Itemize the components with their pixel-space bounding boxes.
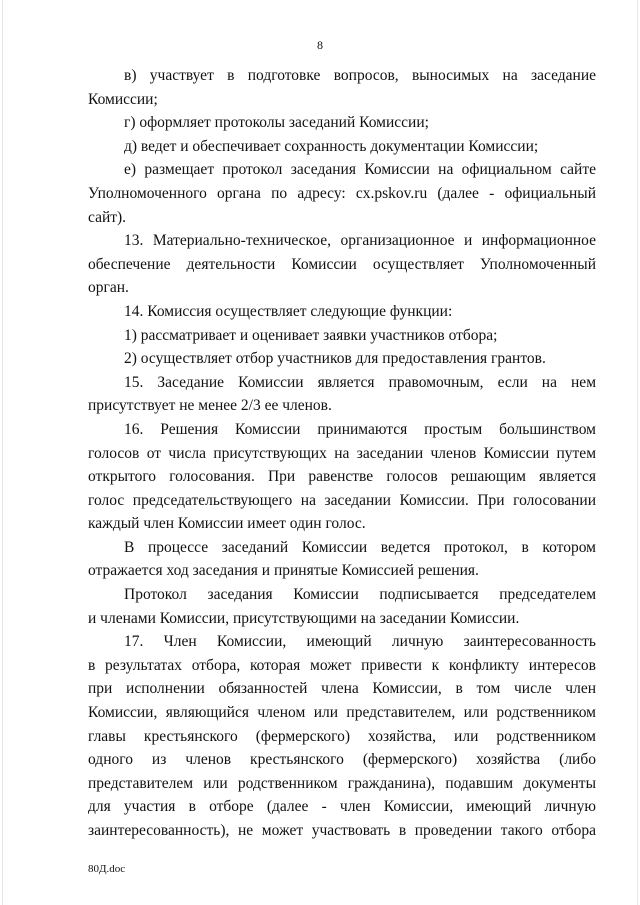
text-line: 13. Материально-техническое, организационное и информационное xyxy=(124,232,596,250)
text-line: сайт). xyxy=(88,208,127,226)
document-body xyxy=(88,64,596,843)
text-line: Уполномоченного органа по адресу: cx.pskov.ru (далее - официальный xyxy=(88,184,596,202)
text-line: главы крестьянского (фермерского) хозяйства, или родственником xyxy=(88,727,596,745)
text-line: орган. xyxy=(88,279,129,297)
text-line: в результатах отбора, которая может привести к конфликту интересов xyxy=(88,656,596,674)
text-line: обеспечение деятельности Комиссии осуществляет Уполномоченный xyxy=(88,255,596,273)
text-line: голос председательствующего на заседании Комиссии. При голосовании xyxy=(88,491,596,509)
text-line: в) участвует в подготовке вопросов, выносимых на заседание xyxy=(124,67,596,84)
text-line: одного из членов крестьянского (фермерского) хозяйства (либо xyxy=(88,751,596,769)
text-line: 16. Решения Комиссии принимаются простым большинством xyxy=(124,420,596,438)
text-line: 1) рассматривает и оценивает заявки участников отбора; xyxy=(124,326,498,344)
text-line: е) размещает протокол заседания Комиссии на официальном сайте xyxy=(124,161,596,179)
text-line: для участия в отборе (далее - член Комиссии, имеющий личную xyxy=(88,798,596,816)
text-line: отражается ход заседания и принятые Комиссией решения. xyxy=(88,562,479,580)
text-line: Протокол заседания Комиссии подписывается председателем xyxy=(124,586,596,604)
text-line: заинтересованность), не может участвовать в проведении такого отбора xyxy=(88,822,596,839)
text-line: Комиссии, являющийся членом или представителем, или родственником xyxy=(88,704,596,722)
text-line: голосов от числа присутствующих на заседании членов Комиссии путем xyxy=(88,444,596,462)
scan-edge-right xyxy=(637,0,638,905)
text-line: д) ведет и обеспечивает сохранность документации Комиссии; xyxy=(124,137,539,155)
page-number: 8 xyxy=(317,38,323,52)
text-line: открытого голосования. При равенстве голосов решающим является xyxy=(88,468,596,486)
text-line: присутствует не менее 2/3 ее членов. xyxy=(88,397,332,415)
text-line: Комиссии; xyxy=(88,90,158,108)
text-line: 2) осуществляет отбор участников для предоставления грантов. xyxy=(124,350,546,368)
text-line: В процессе заседаний Комиссии ведется протокол, в котором xyxy=(124,538,596,556)
text-line: при исполнении обязанностей члена Комиссии, в том числе член xyxy=(88,680,596,698)
scan-edge-left xyxy=(2,0,3,905)
text-line: г) оформляет протоколы заседаний Комиссии; xyxy=(124,114,429,132)
text-line: каждый член Комиссии имеет один голос. xyxy=(88,515,366,533)
text-line: 14. Комиссия осуществляет следующие функции: xyxy=(124,302,453,320)
footer-filename: 80Д.doc xyxy=(88,863,126,875)
text-line: 17. Член Комиссии, имеющий личную заинтересованность xyxy=(124,633,596,651)
text-line: и членами Комиссии, присутствующими на заседании Комиссии. xyxy=(88,609,520,627)
text-line: представителем или родственником гражданина), подавшим документы xyxy=(88,774,596,792)
text-line: 15. Заседание Комиссии является правомочным, если на нем xyxy=(124,373,596,391)
